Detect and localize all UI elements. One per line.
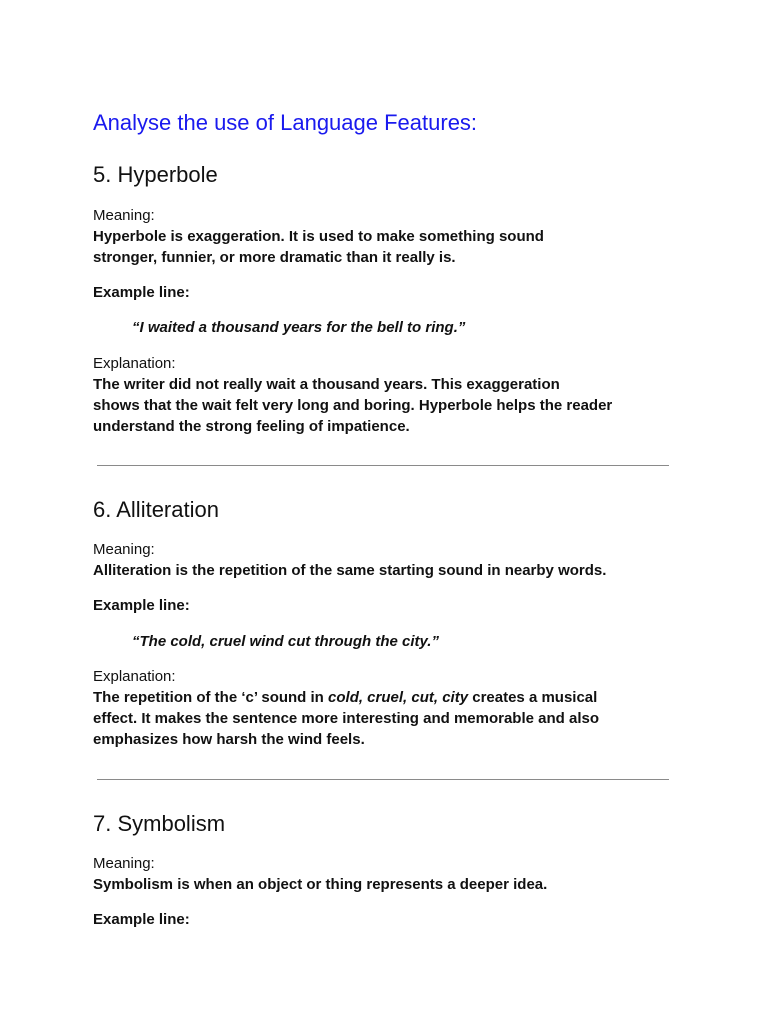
section-divider [97,779,669,780]
section-hyperbole [93,160,683,435]
meaning-text [93,226,693,268]
section-heading: 7. Symbolism [93,811,226,836]
explanation-text [93,374,693,437]
example-label: Example line: [93,284,190,301]
explanation-label: Explanation: [93,355,176,372]
meaning-line: Alliteration is the repetition of the same starting sound in nearby words. [93,562,607,579]
explanation-label: Explanation: [93,668,176,685]
section-heading: 6. Alliteration [93,497,219,522]
explanation-line: shows that the wait felt very long and boring. Hyperbole helps the reader [93,397,613,414]
explanation-line: emphasizes how harsh the wind feels. [93,731,365,748]
example-label: Example line: [93,911,190,928]
explanation-segment: The repetition of the ‘c’ sound in [93,689,329,706]
explanation-line: effect. It makes the sentence more interesting and memorable and also [93,710,599,727]
explanation-line: understand the strong feeling of impatience. [93,418,410,435]
example-quote: “I waited a thousand years for the bell to ring.” [132,319,466,336]
explanation-line: The writer did not really wait a thousand years. This exaggeration [93,376,560,393]
meaning-label: Meaning: [93,207,155,224]
section-symbolism [93,809,683,928]
explanation-text [93,687,693,750]
section-heading: 5. Hyperbole [93,162,218,187]
section-alliteration [93,495,683,748]
meaning-line: stronger, funnier, or more dramatic than it really is. [93,249,456,266]
explanation-line [93,687,693,708]
explanation-italic-words: cold, cruel, cut, city [328,689,469,706]
meaning-label: Meaning: [93,855,155,872]
meaning-line: Symbolism is when an object or thing represents a deeper idea. [93,876,548,893]
meaning-text [93,874,693,895]
meaning-label: Meaning: [93,541,155,558]
example-quote: “The cold, cruel wind cut through the city.” [132,633,439,650]
page-title: Analyse the use of Language Features: [93,110,478,135]
meaning-text [93,560,693,581]
example-label: Example line: [93,597,190,614]
meaning-line: Hyperbole is exaggeration. It is used to make something sound [93,228,544,245]
explanation-segment: creates a musical [468,689,598,706]
section-divider [97,465,669,466]
